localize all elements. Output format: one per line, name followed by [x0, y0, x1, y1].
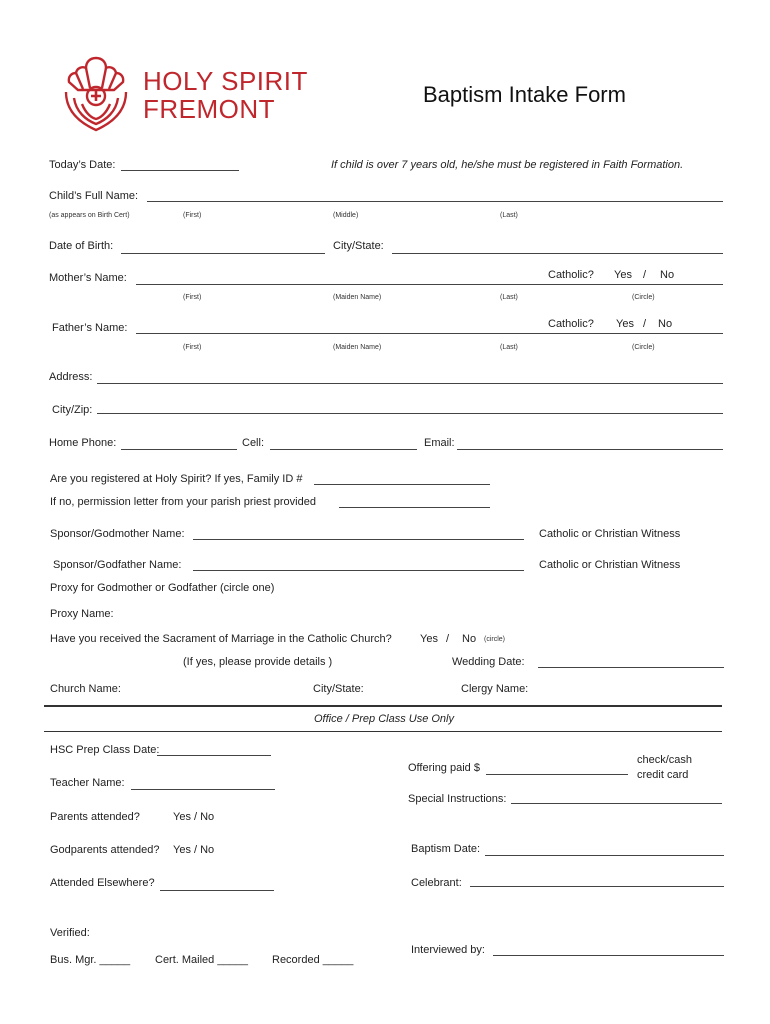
celebrant-field[interactable] [470, 886, 724, 887]
father-name-field[interactable] [136, 333, 723, 334]
permission-letter-question: If no, permission letter from your parish priest provided [50, 496, 316, 508]
godmother-witness-option[interactable]: Catholic or Christian Witness [539, 528, 681, 540]
email-field[interactable] [457, 449, 723, 450]
proxy-name-label: Proxy Name: [50, 608, 114, 620]
mother-slash: / [643, 269, 647, 281]
home-phone-label: Home Phone: [49, 437, 117, 449]
org-name-line2: FREMONT [143, 94, 276, 124]
mother-catholic-label: Catholic? [548, 269, 594, 281]
father-slash: / [643, 318, 647, 330]
wedding-date-field[interactable] [538, 667, 724, 668]
father-first-caption: (First) [183, 344, 202, 351]
family-id-field[interactable] [314, 484, 490, 485]
father-last-caption: (Last) [500, 344, 518, 351]
teacher-name-field[interactable] [131, 789, 275, 790]
church-city-state-label: City/State: [313, 683, 364, 695]
org-name-line1: HOLY SPIRIT [143, 66, 308, 96]
check-cash-option[interactable]: check/cash [637, 754, 693, 766]
baptism-date-label: Baptism Date: [411, 843, 481, 855]
mother-maiden-caption: (Maiden Name) [333, 294, 382, 301]
church-name-label: Church Name: [50, 683, 121, 695]
child-name-label: Child’s Full Name: [49, 190, 139, 202]
mother-name-label: Mother’s Name: [49, 272, 127, 284]
marriage-question: Have you received the Sacrament of Marriage in the Catholic Church? [50, 633, 392, 645]
prep-class-date-label: HSC Prep Class Date: [50, 744, 160, 756]
teacher-name-label: Teacher Name: [50, 777, 125, 789]
marriage-details-note: (If yes, please provide details ) [183, 656, 333, 668]
father-maiden-caption: (Maiden Name) [333, 344, 382, 351]
credit-card-option[interactable]: credit card [637, 769, 689, 781]
todays-date-field[interactable] [121, 170, 239, 171]
mother-first-caption: (First) [183, 294, 202, 301]
office-heading: Office / Prep Class Use Only [314, 713, 454, 725]
proxy-for-label: Proxy for Godmother or Godfather (circle one) [50, 582, 275, 594]
godmother-field[interactable] [193, 539, 524, 540]
clergy-name-label: Clergy Name: [461, 683, 529, 695]
child-middle-caption: (Middle) [333, 212, 359, 219]
home-phone-field[interactable] [121, 449, 237, 450]
office-divider-bottom [44, 731, 722, 732]
address-label: Address: [49, 371, 93, 383]
city-zip-field[interactable] [97, 413, 723, 414]
celebrant-label: Celebrant: [411, 877, 462, 889]
logo [60, 52, 132, 134]
godfather-witness-option[interactable]: Catholic or Christian Witness [539, 559, 681, 571]
special-instructions-label: Special Instructions: [408, 793, 507, 805]
marriage-yes[interactable]: Yes [420, 633, 438, 645]
registered-question: Are you registered at Holy Spirit? If yes, Family ID # [50, 473, 303, 485]
child-last-caption: (Last) [500, 212, 518, 219]
godfather-label: Sponsor/Godfather Name: [53, 559, 182, 571]
mother-circle-caption: (Circle) [632, 294, 655, 301]
cert-mailed-field[interactable]: Cert. Mailed _____ [155, 954, 248, 966]
father-catholic-label: Catholic? [548, 318, 594, 330]
wedding-date-label: Wedding Date: [452, 656, 525, 668]
email-label: Email: [424, 437, 455, 449]
offering-label: Offering paid $ [408, 762, 480, 774]
recorded-field[interactable]: Recorded _____ [272, 954, 354, 966]
birth-city-state-field[interactable] [392, 253, 723, 254]
attended-elsewhere-field[interactable] [160, 890, 274, 891]
interviewed-by-label: Interviewed by: [411, 944, 485, 956]
parents-attended-options[interactable]: Yes / No [173, 811, 215, 823]
faith-formation-note: If child is over 7 years old, he/she must be registered in Faith Formation. [331, 159, 684, 171]
marriage-circle-caption: (circle) [484, 636, 505, 643]
permission-letter-field[interactable] [339, 507, 490, 508]
birth-cert-note: (as appears on Birth Cert) [49, 212, 130, 219]
office-divider-top [44, 705, 722, 707]
mother-catholic-no[interactable]: No [660, 269, 675, 281]
special-instructions-field[interactable] [511, 803, 722, 804]
dob-field[interactable] [121, 253, 325, 254]
city-zip-label: City/Zip: [52, 404, 93, 416]
baptism-date-field[interactable] [485, 855, 724, 856]
holy-spirit-logo-icon [60, 52, 132, 134]
prep-class-date-field[interactable] [157, 755, 271, 756]
cell-label: Cell: [242, 437, 265, 449]
attended-elsewhere-label: Attended Elsewhere? [50, 877, 155, 889]
father-circle-caption: (Circle) [632, 344, 655, 351]
cell-field[interactable] [270, 449, 417, 450]
marriage-slash: / [446, 633, 450, 645]
child-name-field[interactable] [147, 201, 723, 202]
father-name-label: Father’s Name: [52, 322, 128, 334]
father-catholic-yes[interactable]: Yes [616, 318, 634, 330]
birth-city-state-label: City/State: [333, 240, 384, 252]
address-field[interactable] [97, 383, 723, 384]
godfather-field[interactable] [193, 570, 524, 571]
page-title: Baptism Intake Form [423, 82, 626, 107]
verified-label: Verified: [50, 927, 90, 939]
bus-mgr-field[interactable]: Bus. Mgr. _____ [50, 954, 131, 966]
interviewed-by-field[interactable] [493, 955, 724, 956]
godparents-attended-options[interactable]: Yes / No [173, 844, 215, 856]
mother-catholic-yes[interactable]: Yes [614, 269, 632, 281]
mother-last-caption: (Last) [500, 294, 518, 301]
todays-date-label: Today’s Date: [49, 159, 116, 171]
dob-label: Date of Birth: [49, 240, 114, 252]
father-catholic-no[interactable]: No [658, 318, 673, 330]
mother-name-field[interactable] [136, 284, 723, 285]
marriage-no[interactable]: No [462, 633, 477, 645]
godparents-attended-label: Godparents attended? [50, 844, 160, 856]
godmother-label: Sponsor/Godmother Name: [50, 528, 185, 540]
offering-field[interactable] [486, 774, 628, 775]
parents-attended-label: Parents attended? [50, 811, 140, 823]
child-first-caption: (First) [183, 212, 202, 219]
